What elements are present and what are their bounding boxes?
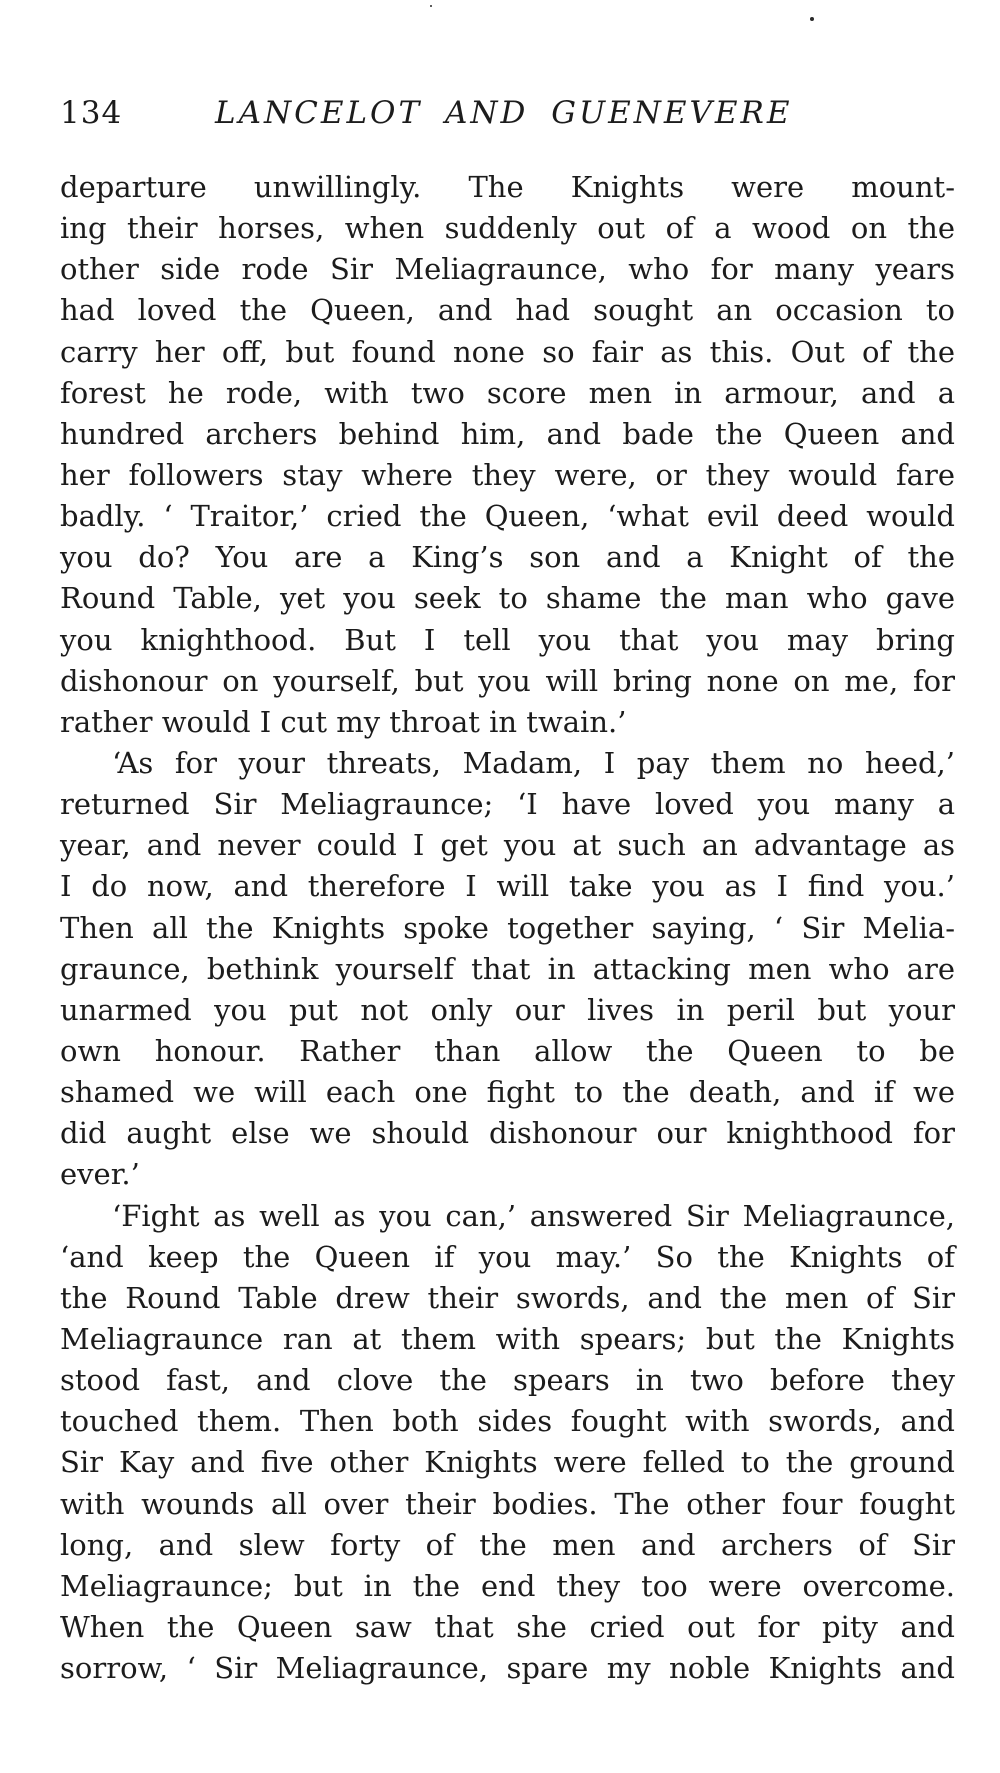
text-line: ‘Fight as well as you can,’ answered Sir Meliagraunce, (112, 1198, 955, 1233)
text-line: shamed we will each one fight to the death, and if we (60, 1075, 955, 1110)
text-line: ‘and keep the Queen if you may.’ So the Knights of (60, 1239, 955, 1274)
page-number: 134 (60, 95, 123, 131)
text-line: with wounds all over their bodies. The other four fought (60, 1486, 955, 1521)
text-line: I do now, and therefore I will take you as I find you.’ (60, 869, 955, 904)
text-line: graunce, bethink yourself that in attacking men who are (60, 951, 955, 986)
text-line: touched them. Then both sides fought with swords, and (60, 1404, 955, 1439)
text-line: ing their horses, when suddenly out of a wood on the (60, 211, 955, 246)
text-line: Round Table, yet you seek to shame the man who gave (60, 581, 955, 616)
print-speck (810, 17, 814, 21)
text-line: her followers stay where they were, or they would fare (60, 457, 955, 492)
text-line: year, and never could I get you at such an advantage as (60, 828, 955, 863)
text-line: other side rode Sir Meliagraunce, who for many years (60, 252, 955, 287)
text-line: carry her off, but found none so fair as this. Out of the (60, 334, 955, 369)
text-line: ever.’ (60, 1157, 140, 1192)
text-line: departure unwillingly. The Knights were mount- (60, 170, 955, 204)
text-line: own honour. Rather than allow the Queen to be (60, 1033, 955, 1068)
text-line: hundred archers behind him, and bade the Queen and (60, 416, 955, 451)
running-title: LANCELOT AND GUENEVERE (215, 95, 793, 131)
text-line: you knighthood. But I tell you that you may bring (60, 622, 955, 657)
text-line: When the Queen saw that she cried out for pity and (60, 1609, 955, 1644)
text-line: Meliagraunce ran at them with spears; but the Knights (60, 1321, 955, 1356)
text-line: Then all the Knights spoke together saying, ‘ Sir Melia- (60, 910, 955, 945)
text-line: had loved the Queen, and had sought an occasion to (60, 293, 955, 328)
text-line: you do? You are a King’s son and a Knight of the (60, 540, 955, 575)
running-header (60, 95, 960, 135)
text-line: sorrow, ‘ Sir Meliagraunce, spare my noble Knights and (60, 1651, 955, 1686)
text-line: unarmed you put not only our lives in peril but your (60, 992, 955, 1027)
text-line: Sir Kay and five other Knights were felled to the ground (60, 1445, 955, 1480)
text-line: did aught else we should dishonour our knighthood for (60, 1116, 955, 1151)
text-line: dishonour on yourself, but you will bring none on me, for (60, 663, 955, 698)
text-line: returned Sir Meliagraunce; ‘I have loved you many a (60, 787, 955, 822)
text-line: the Round Table drew their swords, and the men of Sir (60, 1280, 955, 1315)
text-line: stood fast, and clove the spears in two before they (60, 1363, 955, 1398)
text-line: rather would I cut my throat in twain.’ (60, 704, 627, 739)
print-speck (430, 5, 432, 7)
text-line: forest he rode, with two score men in armour, and a (60, 375, 955, 410)
body-text (60, 167, 955, 1689)
text-line: badly. ‘ Traitor,’ cried the Queen, ‘what evil deed would (60, 499, 955, 534)
text-line: Meliagraunce; but in the end they too were overcome. (60, 1568, 955, 1603)
text-line: ‘As for your threats, Madam, I pay them no heed,’ (112, 745, 955, 780)
text-line: long, and slew forty of the men and archers of Sir (60, 1527, 955, 1562)
